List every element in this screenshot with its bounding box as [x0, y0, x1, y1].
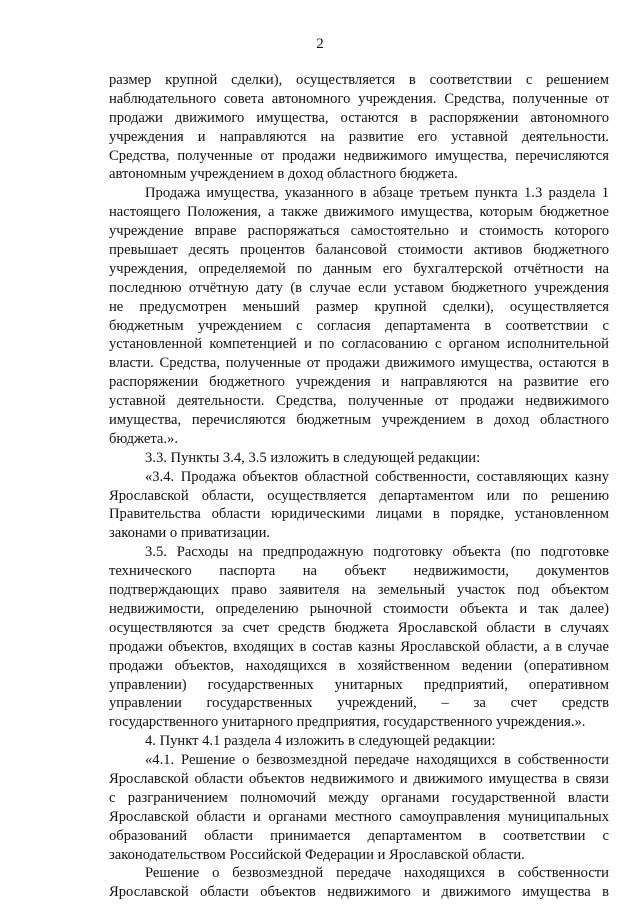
- text-line: бюджета.».: [109, 430, 179, 447]
- text-line: «3.4. Продажа объектов областной собственности, составляющих казну: [145, 468, 609, 485]
- text-line: подтверждающих право заявителя на земельный участок под объектом: [109, 582, 609, 599]
- text-line: продажи объектов, находящихся в хозяйственном ведении (оперативном: [109, 657, 609, 674]
- text-line: уставной деятельности. Средства, полученные от продажи недвижимого: [109, 393, 609, 410]
- text-line: учреждения и направляются на развитие его уставной деятельности.: [109, 128, 609, 145]
- text-line: управлении государственных учреждений, – за счет средств: [109, 695, 609, 712]
- text-line: Ярославской области объектов недвижимого и движимого имущества в: [109, 884, 609, 901]
- text-line: Ярославской области, осуществляется департаментом или по решению: [109, 487, 609, 504]
- text-line: Решение о безвозмездной передаче находящихся в собственности: [145, 865, 609, 882]
- text-line: осуществляются за счет средств бюджета Ярославской области в случаях: [109, 619, 609, 636]
- text-line: наблюдательного совета автономного учреждения. Средства, полученные от: [109, 90, 609, 107]
- text-line: распоряжении бюджетного учреждения и направляются на развитие его: [109, 374, 609, 391]
- text-line: 4. Пункт 4.1 раздела 4 изложить в следующей редакции:: [145, 733, 496, 750]
- text-line: управлении) государственных унитарных предприятий, оперативном: [109, 676, 609, 693]
- text-line: недвижимости, определению рыночной стоимости объекта и так далее): [109, 600, 609, 617]
- text-line: Продажа имущества, указанного в абзаце третьем пункта 1.3 раздела 1: [145, 185, 609, 202]
- text-line: последнюю отчётную дату (в случае если уставом бюджетного учреждения: [109, 279, 609, 296]
- text-line: власти. Средства, полученные от продажи движимого имущества, остаются в: [109, 355, 609, 372]
- text-line: превышает десять процентов балансовой стоимости активов бюджетного: [109, 242, 609, 259]
- text-line: продажи объектов, входящих в состав казны Ярославской области, а в случае: [109, 638, 609, 655]
- text-line: бюджетным учреждением с согласия департамента в соответствии с: [109, 317, 609, 334]
- text-line: размер крупной сделки), осуществляется в соответствии с решением: [109, 72, 609, 88]
- text-line: с разграничением полномочий между органами государственной власти: [109, 789, 609, 806]
- text-line: имущества, перечисляются бюджетным учреждением в доход областного: [109, 412, 609, 429]
- text-line: Ярославской области и органами местного самоуправления муниципальных: [109, 808, 609, 825]
- text-line: Ярославской области объектов недвижимого и движимого имущества в связи: [109, 770, 609, 787]
- text-line: автономным учреждением в доход областного бюджета.: [109, 166, 458, 183]
- text-line: учреждение вправе распоряжаться самостоятельно и стоимость которого: [109, 223, 609, 240]
- text-line: законодательством Российской Федерации и Ярославской области.: [109, 846, 525, 863]
- text-line: технического паспорта на объект недвижимости, документов: [109, 563, 609, 580]
- text-line: не предусмотрен меньший размер крупной сделки), осуществляется: [109, 298, 609, 315]
- page-number: 2: [316, 36, 324, 52]
- text-line: 3.3. Пункты 3.4, 3.5 изложить в следующей редакции:: [145, 449, 481, 466]
- text-line: продажи движимого имущества, остаются в распоряжении автономного: [109, 109, 609, 126]
- text-line: 3.5. Расходы на предпродажную подготовку объекта (по подготовке: [145, 544, 609, 561]
- text-line: Средства, полученные от продажи недвижимого имущества, перечисляются: [109, 147, 609, 164]
- text-line: государственного унитарного предприятия, государственного учреждения.».: [109, 714, 586, 731]
- text-line: «4.1. Решение о безвозмездной передаче находящихся в собственности: [145, 752, 609, 769]
- text-line: учреждения, определяемой по данным его бухгалтерской отчётности на: [109, 260, 609, 277]
- text-line: законами о приватизации.: [109, 525, 271, 542]
- text-line: установленной компетенцией и по согласованию с органом исполнительной: [109, 336, 609, 353]
- document-body: [109, 71, 609, 902]
- text-line: настоящего Положения, а также движимого имущества, которым бюджетное: [109, 204, 609, 221]
- text-line: Правительства области юридическими лицами в порядке, установленном: [109, 506, 609, 523]
- text-line: образований области принимается департаментом в соответствии с: [109, 827, 609, 844]
